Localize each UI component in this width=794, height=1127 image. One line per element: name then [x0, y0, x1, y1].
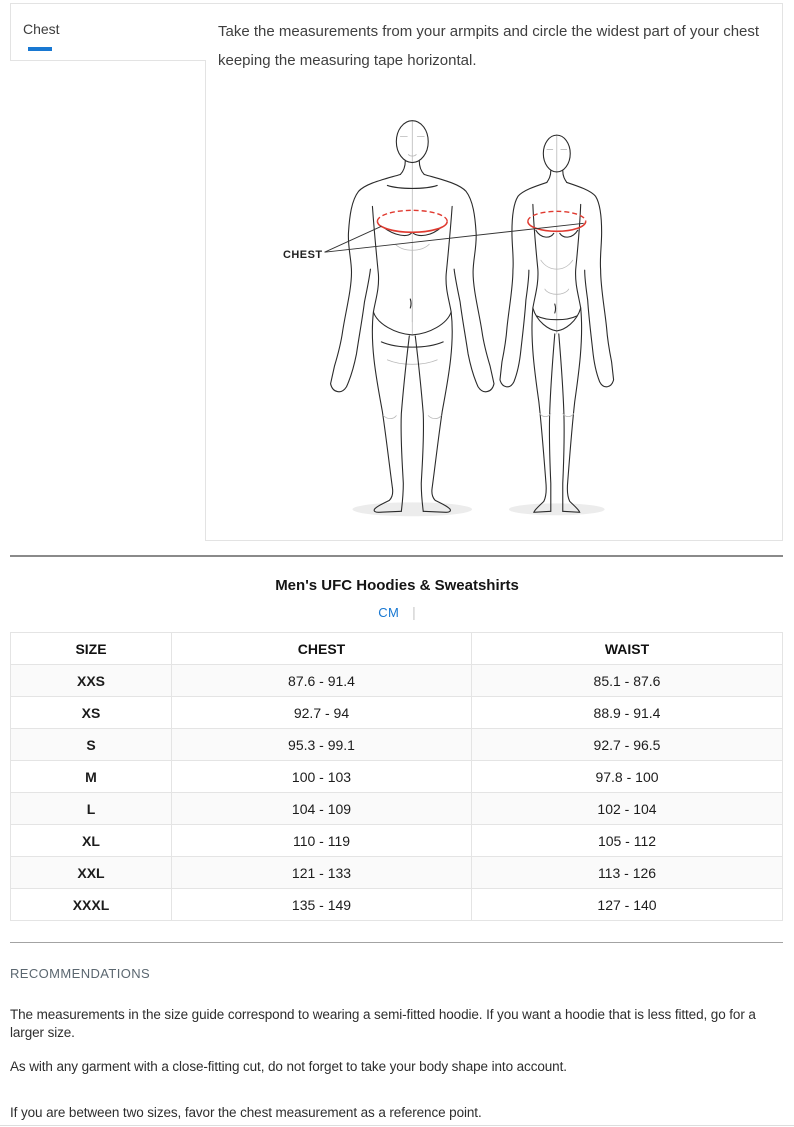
cell-waist: 97.8 - 100: [472, 761, 783, 793]
cell-chest: 135 - 149: [172, 889, 472, 921]
recommendations-divider: [10, 942, 783, 943]
size-table-row: [11, 857, 783, 889]
unit-cm-link[interactable]: CM: [378, 604, 400, 620]
tab-chest[interactable]: [10, 3, 206, 61]
recommendation-paragraph: If you are between two sizes, favor the chest measurement as a reference point.: [10, 1105, 482, 1120]
cell-size: M: [11, 761, 172, 793]
cell-waist: 102 - 104: [472, 793, 783, 825]
recommendation-paragraph: As with any garment with a close-fitting cut, do not forget to take your body shape into account.: [10, 1059, 567, 1074]
size-table-row: [11, 761, 783, 793]
measurement-instruction: Take the measurements from your armpits and circle the widest part of your chest keeping the measuring tape horizontal.: [218, 23, 760, 69]
section-divider: [10, 555, 783, 557]
cell-size: XL: [11, 825, 172, 857]
unit-toggle: [0, 604, 794, 620]
cell-chest: 100 - 103: [172, 761, 472, 793]
cell-waist: 127 - 140: [472, 889, 783, 921]
recommendations-heading: RECOMMENDATIONS: [10, 966, 151, 981]
tab-chest-label: Chest: [23, 21, 60, 37]
cell-waist: 88.9 - 91.4: [472, 697, 783, 729]
tab-active-indicator: [28, 47, 52, 51]
cell-waist: 105 - 112: [472, 825, 783, 857]
cell-chest: 121 - 133: [172, 857, 472, 889]
cell-size: XXL: [11, 857, 172, 889]
page-bottom-border: [0, 1125, 794, 1126]
cell-size: XXXL: [11, 889, 172, 921]
size-table-row: [11, 729, 783, 761]
body-sketch-illustration: [206, 84, 782, 539]
size-table-row: [11, 889, 783, 921]
cell-waist: 113 - 126: [472, 857, 783, 889]
size-table-header-row: [11, 633, 783, 665]
cell-chest: 92.7 - 94: [172, 697, 472, 729]
cell-chest: 95.3 - 99.1: [172, 729, 472, 761]
cell-size: XXS: [11, 665, 172, 697]
cell-chest: 110 - 119: [172, 825, 472, 857]
cell-size: L: [11, 793, 172, 825]
size-table-row: [11, 793, 783, 825]
male-figure: [331, 121, 494, 513]
female-figure: [500, 135, 614, 513]
size-table-row: [11, 665, 783, 697]
recommendations-text: [10, 1006, 790, 1127]
header-size: SIZE: [11, 633, 172, 665]
cell-waist: 85.1 - 87.6: [472, 665, 783, 697]
cell-waist: 92.7 - 96.5: [472, 729, 783, 761]
cell-size: S: [11, 729, 172, 761]
measurement-panel: [205, 3, 783, 541]
size-table: [10, 632, 783, 921]
cell-chest: 104 - 109: [172, 793, 472, 825]
size-table-row: [11, 825, 783, 857]
size-table-body: [11, 665, 783, 921]
header-chest: CHEST: [172, 633, 472, 665]
measurement-diagram: [206, 84, 782, 539]
chest-annotation-label: CHEST: [282, 249, 323, 262]
unit-divider: |: [412, 604, 416, 620]
cell-size: XS: [11, 697, 172, 729]
recommendation-paragraph: The measurements in the size guide correspond to wearing a semi-fitted hoodie. If you want a hoodie that is less fitted, go for a larger size.: [10, 1007, 756, 1040]
size-guide-title: Men's UFC Hoodies & Sweatshirts: [275, 577, 519, 594]
size-table-row: [11, 697, 783, 729]
cell-chest: 87.6 - 91.4: [172, 665, 472, 697]
header-waist: WAIST: [472, 633, 783, 665]
